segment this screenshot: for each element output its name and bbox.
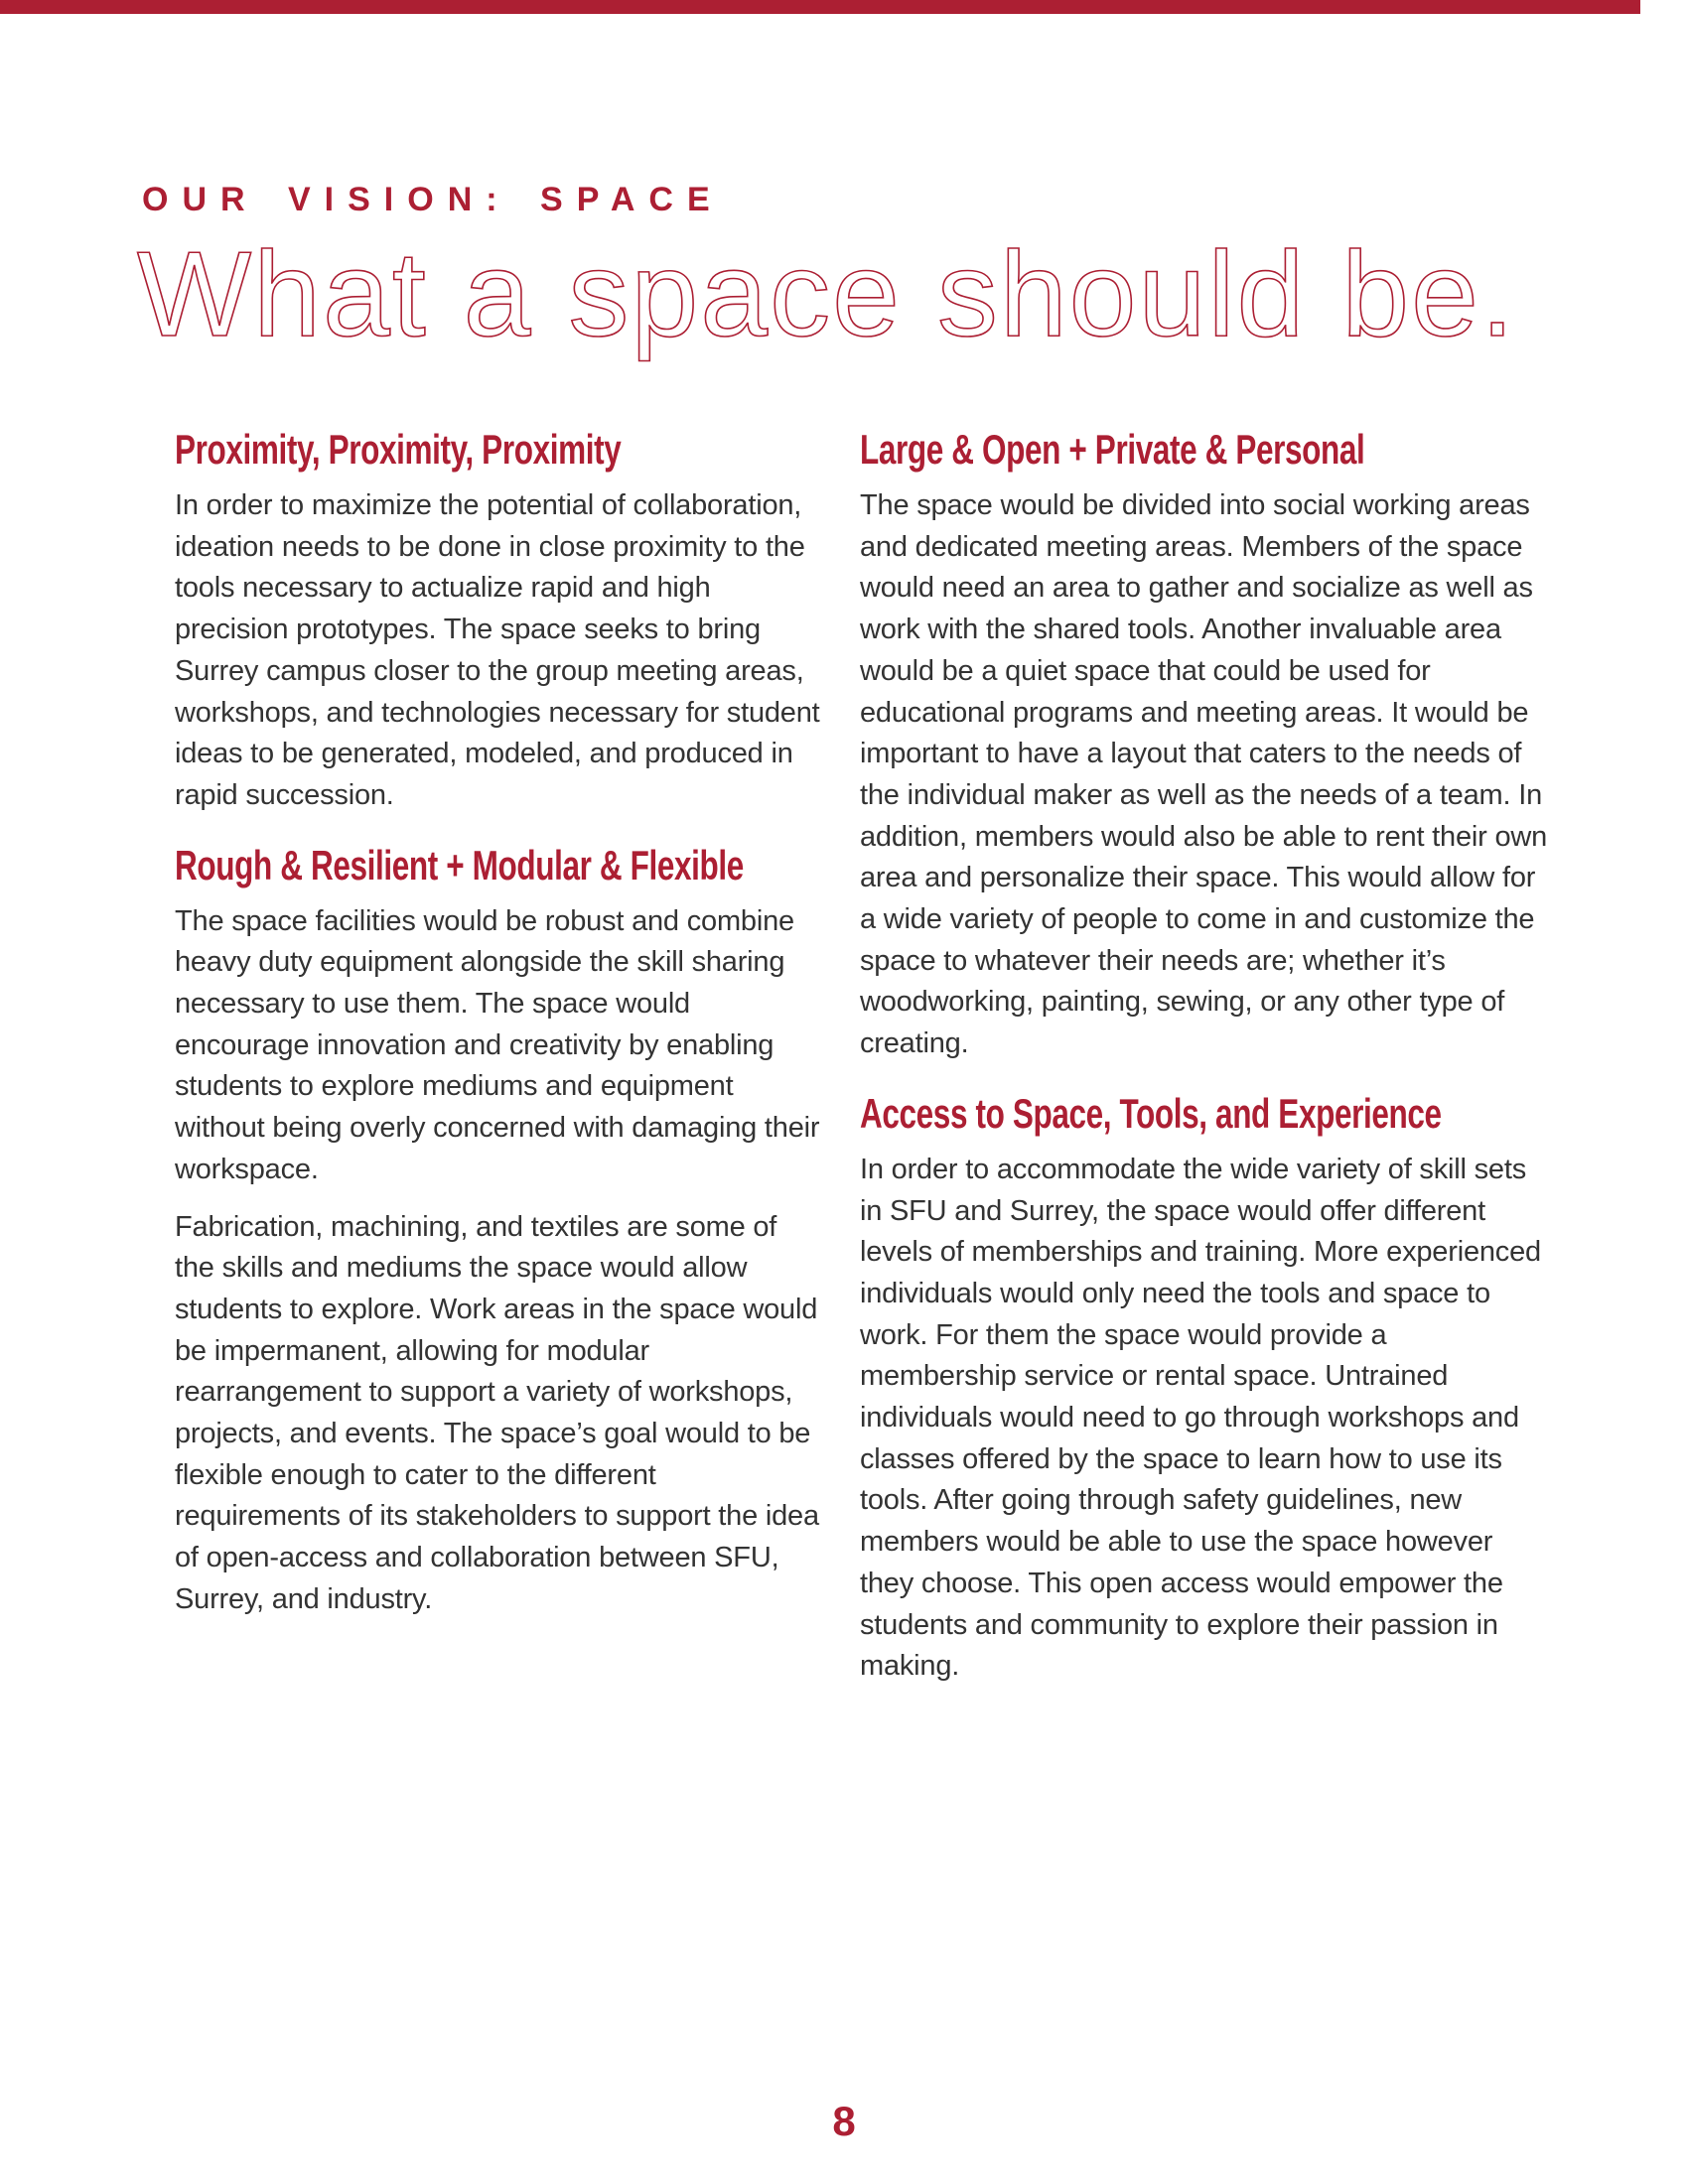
page-number: 8 [832,2098,856,2144]
section-heading-label: Rough & Resilient + Modular & Flexible [175,841,744,888]
right-column [860,426,1549,1704]
section-heading-label: Large & Open + Private & Personal [860,426,1365,473]
section-heading-rough-resilient [175,841,822,888]
section-heading-label: Proximity, Proximity, Proximity [175,426,622,473]
kicker: OUR VISION: SPACE [142,181,724,218]
page-title: What a space should be. [137,226,1516,361]
section-heading-large-open [860,426,1549,473]
section-heading-label: Access to Space, Tools, and Experience [860,1089,1442,1137]
body-paragraph: The space facilities would be robust and combine heavy duty equipment alongside the skill sharing necessary to use them. The space would encourage innovation and creativity by enabling students to explore mediums and equipment without being overly concerned with damaging their workspace. [175,904,820,1185]
body-paragraph: In order to maximize the potential of collaboration, ideation needs to be done in close proximity to the tools necessary to actualize rapid and high precision prototypes. The space seeks to bring Surrey campus closer to the group meeting areas, workshops, and technologies necessary for student ideas to be generated, modeled, and produced in rapid succession. [175,489,820,811]
body-paragraph: The space would be divided into social working areas and dedicated meeting areas. Members of the space would need an area to gather and socialize as well as work with the shared tools. Another invaluable area would be a quiet space that could be used for educational programs and meeting areas. It would be important to have a layout that caters to the needs of the individual maker as well as the needs of a team. In addition, members would also be able to rent their own area and personalize their space. This would allow for a wide variety of people to come in and customize the space to whatever their needs are; whether it’s woodworking, painting, sewing, or any other type of creating. [860,489,1548,1060]
body-paragraph: In order to accommodate the wide variety of skill sets in SFU and Surrey, the space would offer different levels of memberships and training. More experienced individuals would only need the tools and space to work. For them the space would provide a membership service or rental space. Untrained individuals would need to go through workshops and classes offered by the space to learn how to use its tools. After going through safety guidelines, new members would be able to use the space however they choose. This open access would empower the students and community to explore their passion in making. [860,1153,1541,1683]
body-paragraph: Fabrication, machining, and textiles are some of the skills and mediums the space would allow students to explore. Work areas in the space would be impermanent, allowing for modular rearrangement to support a variety of workshops, projects, and events. The space’s goal would to be flexible enough to cater to the different requirements of its stakeholders to support the idea of open-access and collaboration between SFU, Surrey, and industry. [175,1210,819,1615]
section-heading-proximity [175,426,822,473]
section-heading-access [860,1089,1549,1137]
top-accent-bar [0,0,1640,14]
left-column [175,426,822,1637]
